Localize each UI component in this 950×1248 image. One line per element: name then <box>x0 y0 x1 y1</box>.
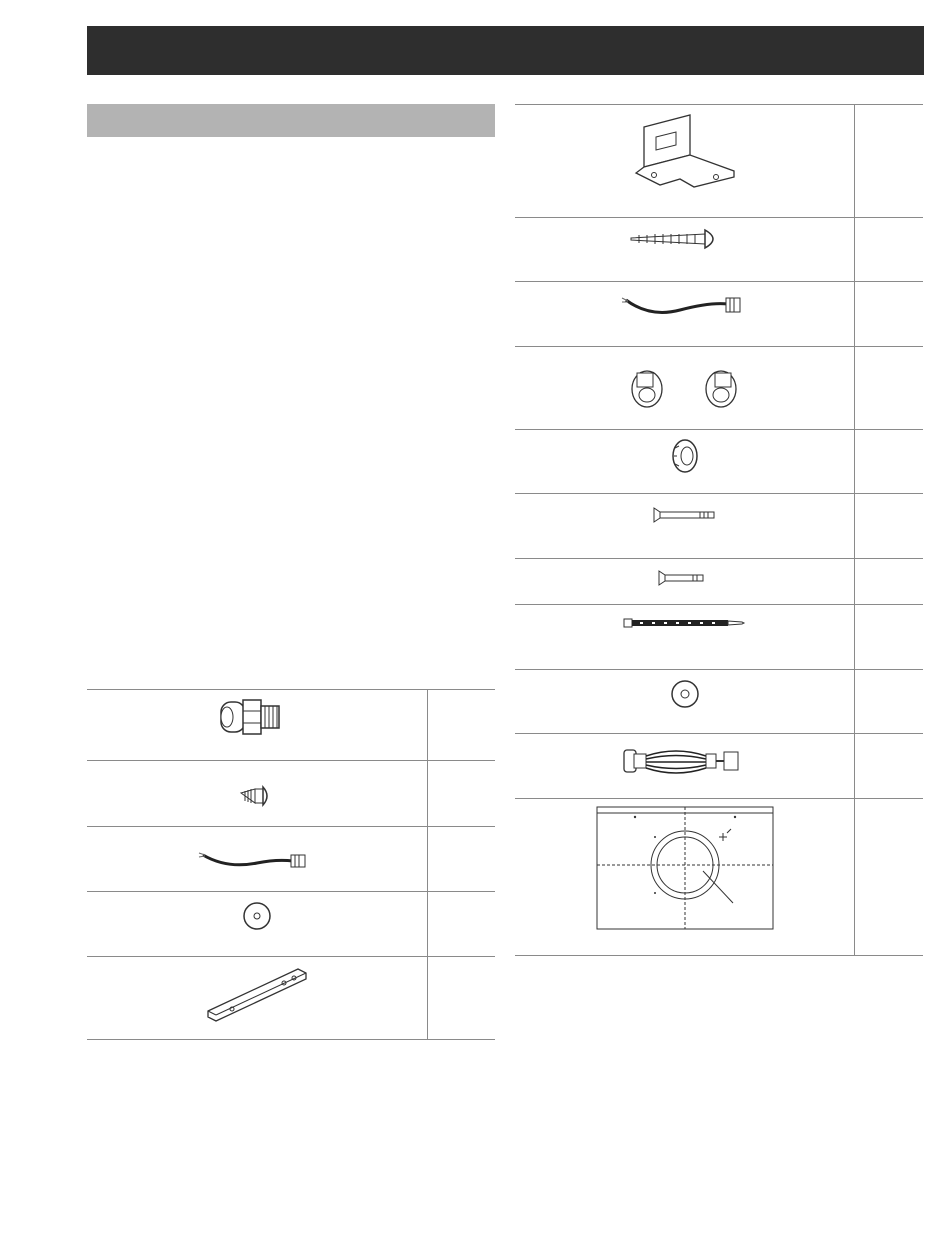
part-image-cell <box>515 559 854 604</box>
qty-cell <box>854 347 923 429</box>
qty-cell <box>854 799 923 955</box>
qty-cell <box>427 761 495 826</box>
parts-row <box>515 217 923 281</box>
qty-cell <box>427 892 495 956</box>
qty-cell <box>854 734 923 798</box>
part-image-cell <box>515 670 854 733</box>
parts-row <box>87 956 495 1040</box>
cable-gland-icon <box>217 696 297 738</box>
mounting-plate-icon <box>202 963 312 1023</box>
left-parts-table <box>87 689 495 1040</box>
part-image-cell <box>87 690 427 760</box>
bushing-pair-icon <box>625 353 745 417</box>
parts-row <box>515 346 923 429</box>
mounting-template-icon <box>595 805 775 931</box>
qty-cell <box>854 559 923 604</box>
bushing-right <box>706 371 736 407</box>
part-image-cell <box>515 734 854 798</box>
long-screw-icon <box>625 224 745 254</box>
washer-icon <box>237 898 277 934</box>
qty-cell <box>427 957 495 1039</box>
parts-row <box>515 669 923 733</box>
parts-row <box>87 760 495 826</box>
qty-cell <box>854 282 923 346</box>
part-image-cell <box>515 430 854 493</box>
part-image-cell <box>87 957 427 1039</box>
parts-row <box>87 826 495 891</box>
part-image-cell <box>87 892 427 956</box>
wire-harness-icon <box>620 740 750 784</box>
lock-nut-icon <box>665 436 705 476</box>
page-title-bar <box>87 26 924 75</box>
long-bolt-icon <box>650 500 720 530</box>
part-image-cell <box>515 799 854 955</box>
bushing-left <box>632 371 662 407</box>
right-parts-table <box>515 104 923 956</box>
part-image-cell <box>515 218 854 281</box>
parts-row <box>87 891 495 956</box>
qty-cell <box>854 218 923 281</box>
qty-cell <box>854 105 923 217</box>
short-cable-icon <box>197 833 317 873</box>
parts-row <box>515 798 923 956</box>
flat-washer-icon <box>665 676 705 712</box>
short-bolt-icon <box>655 565 715 591</box>
l-bracket-icon <box>630 111 740 203</box>
section-header <box>87 104 495 137</box>
part-image-cell <box>515 494 854 558</box>
cable-tie-icon <box>620 611 750 637</box>
qty-cell <box>854 670 923 733</box>
qty-cell <box>427 827 495 891</box>
part-image-cell <box>515 347 854 429</box>
parts-row <box>515 733 923 798</box>
part-image-cell <box>515 105 854 217</box>
qty-cell <box>854 494 923 558</box>
parts-row <box>515 104 923 217</box>
parts-row <box>515 493 923 558</box>
connector-cable-icon <box>620 288 750 328</box>
parts-row <box>515 281 923 346</box>
part-image-cell <box>515 605 854 669</box>
parts-row <box>515 558 923 604</box>
qty-cell <box>427 690 495 760</box>
parts-row <box>515 604 923 669</box>
short-screw-icon <box>237 767 277 807</box>
parts-row <box>515 429 923 493</box>
part-image-cell <box>515 282 854 346</box>
qty-cell <box>854 605 923 669</box>
part-image-cell <box>87 761 427 826</box>
qty-cell <box>854 430 923 493</box>
part-image-cell <box>87 827 427 891</box>
parts-row <box>87 689 495 760</box>
